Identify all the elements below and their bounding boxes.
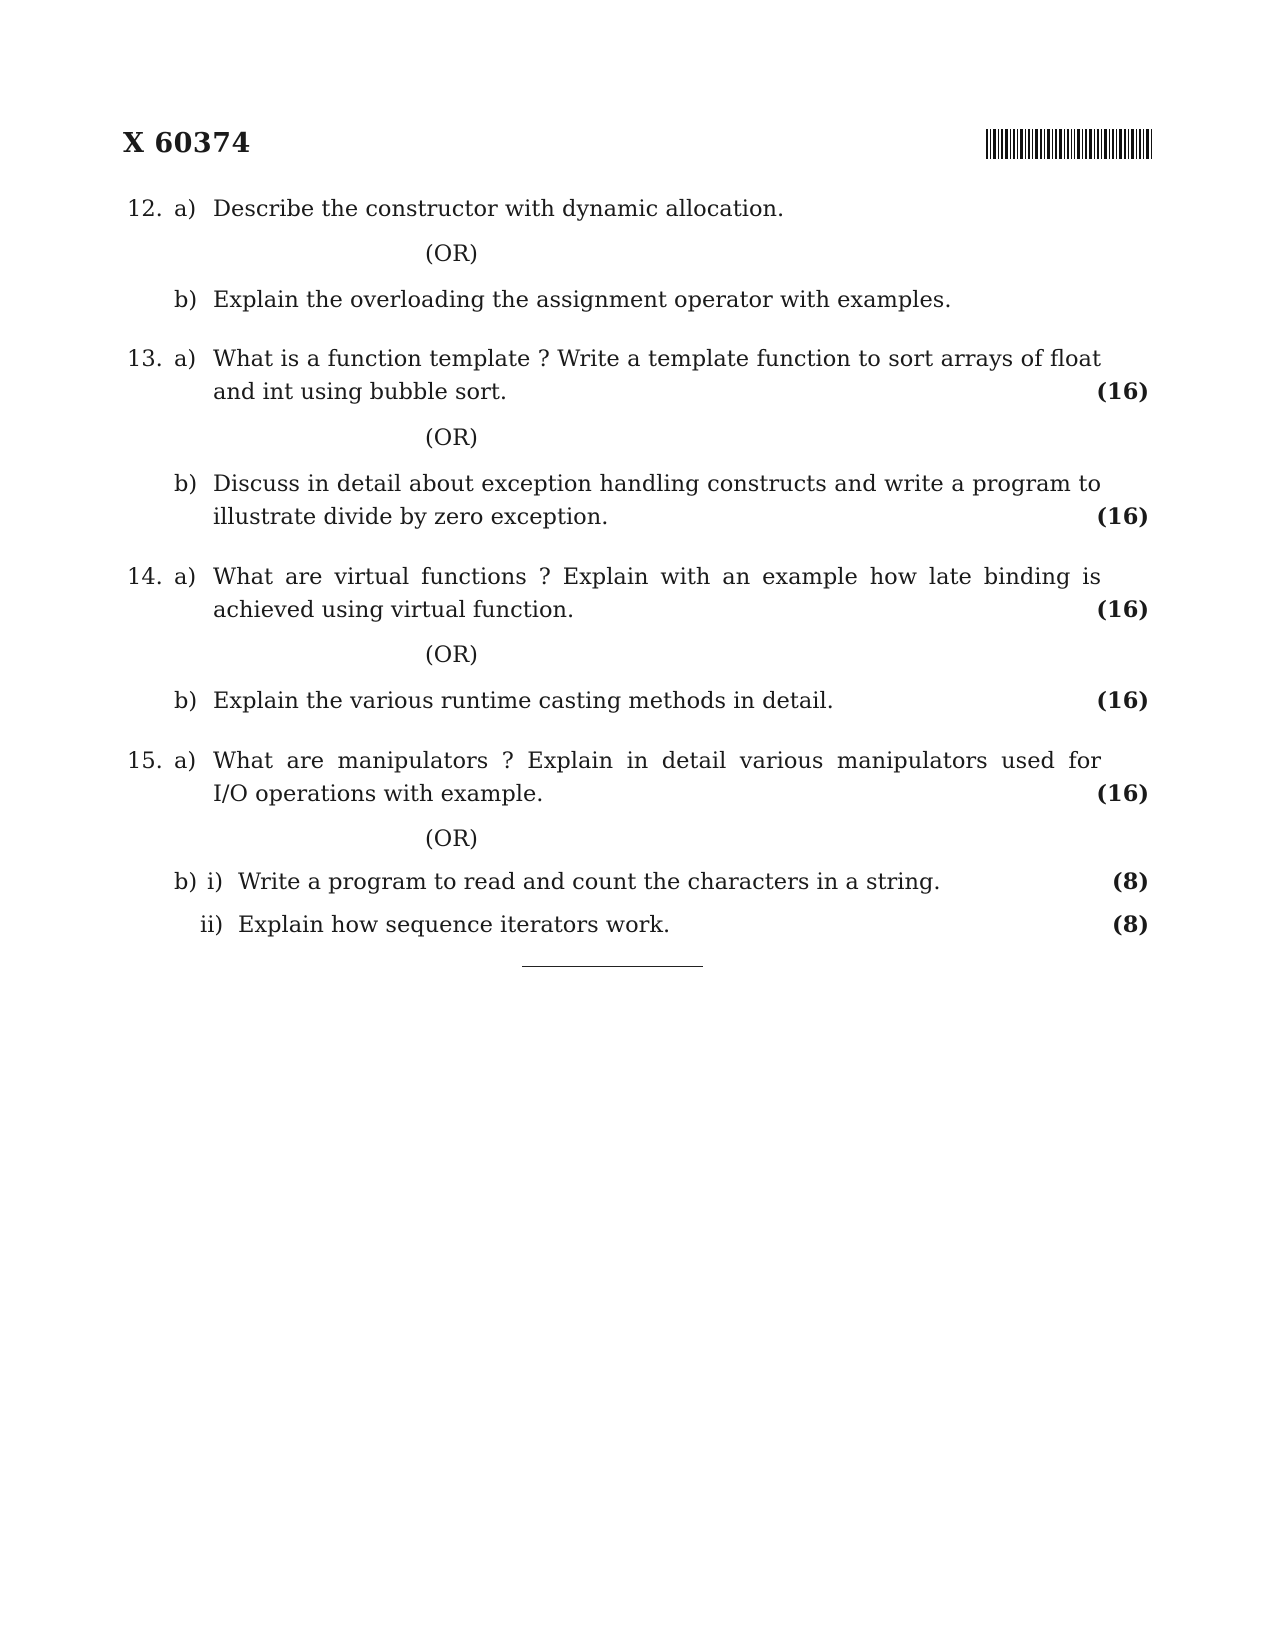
or-separator: (OR) xyxy=(425,642,478,668)
or-separator: (OR) xyxy=(425,241,478,267)
question-text: What are manipulators ? Explain in detail various manipulators used for xyxy=(213,748,1101,774)
part-label: a) xyxy=(174,196,197,222)
marks: (8) xyxy=(1112,912,1149,938)
barcode-image xyxy=(986,129,1152,159)
end-rule xyxy=(522,966,703,967)
question-text: Explain how sequence iterators work. xyxy=(238,912,671,938)
or-separator: (OR) xyxy=(425,826,478,852)
question-text: Write a program to read and count the characters in a string. xyxy=(238,869,941,895)
marks: (16) xyxy=(1096,688,1149,714)
part-label: b) xyxy=(174,688,198,714)
question-text: illustrate divide by zero exception. xyxy=(213,504,609,530)
question-text: Explain the overloading the assignment operator with examples. xyxy=(213,287,952,313)
question-text: Describe the constructor with dynamic allocation. xyxy=(213,196,785,222)
question-text: What are virtual functions ? Explain with an example how late binding is xyxy=(213,564,1101,590)
part-label: b) xyxy=(174,869,198,895)
question-number: 14. xyxy=(127,564,163,590)
question-text: Explain the various runtime casting methods in detail. xyxy=(213,688,834,714)
marks: (16) xyxy=(1096,781,1149,807)
part-label: a) xyxy=(174,564,197,590)
question-text: Discuss in detail about exception handling constructs and write a program to xyxy=(213,471,1101,497)
part-label: b) xyxy=(174,287,198,313)
marks: (8) xyxy=(1112,869,1149,895)
part-label: a) xyxy=(174,346,197,372)
paper-code: X 60374 xyxy=(123,128,251,159)
question-number: 13. xyxy=(127,346,163,372)
question-text: achieved using virtual function. xyxy=(213,597,575,623)
or-separator: (OR) xyxy=(425,425,478,451)
question-text: What is a function template ? Write a template function to sort arrays of float xyxy=(213,346,1101,372)
part-label: b) xyxy=(174,471,198,497)
marks: (16) xyxy=(1096,504,1149,530)
part-label: a) xyxy=(174,748,197,774)
marks: (16) xyxy=(1096,597,1149,623)
subpart-label: ii) xyxy=(200,912,224,938)
question-text: I/O operations with example. xyxy=(213,781,544,807)
question-text: and int using bubble sort. xyxy=(213,379,508,405)
question-number: 12. xyxy=(127,196,163,222)
question-number: 15. xyxy=(127,748,163,774)
marks: (16) xyxy=(1096,379,1149,405)
subpart-label: i) xyxy=(207,869,223,895)
